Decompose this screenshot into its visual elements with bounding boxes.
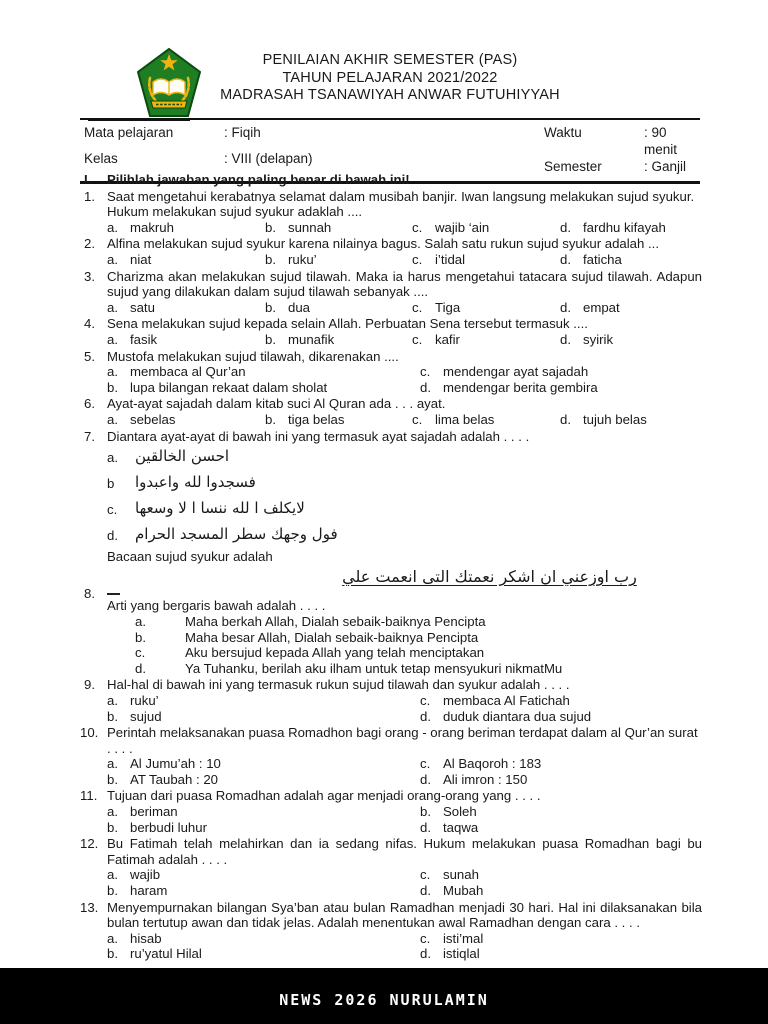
question-text: Charizma akan melakukan sujud tilawah. Maka ia harus mengetahui tatacara sujud tilawah. Adapun sujud yang dilakukan dalam sujud tilawah sebanyak .... <box>107 268 702 300</box>
option-a <box>107 220 265 236</box>
option-label: a. <box>107 364 118 380</box>
question-text: Menyempurnakan bilangan Sya’ban atau bulan Ramadhan menjadi 30 hari. Hal ini dilaksanakan bila bulan tertutup awan dan tidak jelas. Adalah menentukan awal Ramadhan dengan cara . . . . <box>107 899 702 931</box>
answer-options <box>107 332 702 348</box>
option-d <box>420 709 702 725</box>
option-text: AT Taubah : 20 <box>130 771 218 787</box>
question-number: 4. <box>84 316 95 332</box>
option-text: Maha berkah Allah, Dialah sebaik-baiknya Pencipta <box>185 613 486 629</box>
option-text: fasik <box>130 331 158 347</box>
option-d <box>420 946 702 962</box>
option-text: Mubah <box>443 883 484 899</box>
option-label: c. <box>135 645 146 661</box>
option-text: satu <box>130 299 155 315</box>
option-label: d. <box>420 946 431 962</box>
underline-remnant-mark <box>107 593 120 595</box>
question-number: 13. <box>80 899 99 915</box>
option-label: d. <box>420 771 431 787</box>
option-text: membaca al Qur’an <box>130 364 246 380</box>
subject-value: : Fiqih <box>224 125 261 140</box>
option-a <box>107 693 420 709</box>
section-numeral: I. <box>84 172 92 187</box>
question-number: 3. <box>84 268 95 284</box>
option-label: a. <box>107 930 118 946</box>
answer-options <box>107 931 702 962</box>
option-label: a. <box>135 613 146 629</box>
option-label: c. <box>412 331 423 347</box>
question-body <box>107 269 702 316</box>
question-text: Ayat-ayat sajadah dalam kitab suci Al Quran ada . . . ayat. <box>107 396 446 412</box>
semester-label: Semester <box>544 159 602 174</box>
option-text: mendengar berita gembira <box>443 379 598 395</box>
option-d <box>560 412 702 428</box>
option-label: b. <box>107 379 118 395</box>
option-b <box>265 412 412 428</box>
option-b <box>107 772 420 788</box>
exam-title-line3: MADRASAH TSANAWIYAH ANWAR FUTUHIYYAH <box>220 87 560 103</box>
question-body <box>107 900 702 962</box>
option-b <box>107 820 420 836</box>
option-text: syirik <box>583 331 614 347</box>
option-text: Ya Tuhanku, berilah aku ilham untuk tetap mensyukuri nikmatMu <box>185 660 563 676</box>
option-text: munafik <box>288 331 335 347</box>
option-d <box>560 300 702 316</box>
option-label: d. <box>135 660 146 676</box>
option-text: tujuh belas <box>583 411 647 427</box>
option-label: b. <box>135 629 146 645</box>
option-d <box>107 661 702 677</box>
section-instruction: Pilihlah jawaban yang paling benar di bawah ini! <box>107 172 410 187</box>
footer-watermark-text: NEWS 2026 NURULAMIN <box>279 991 489 1009</box>
question-body <box>107 725 702 787</box>
option-b <box>107 630 702 646</box>
option-text: dua <box>288 299 311 315</box>
option-c <box>412 252 560 268</box>
option-label: d. <box>420 883 431 899</box>
option-label: a. <box>107 299 118 315</box>
option-label: c. <box>107 502 118 518</box>
question-text: Tujuan dari puasa Romadhan adalah agar menjadi orang-orang yang . . . . <box>107 788 541 804</box>
option-b <box>265 252 412 268</box>
question-body <box>107 788 702 835</box>
option-text: istiqlal <box>443 946 480 962</box>
question-12 <box>80 836 702 898</box>
option-label: b. <box>107 883 118 899</box>
answer-options <box>107 614 702 676</box>
option-label: d. <box>107 528 118 544</box>
question-number: 12. <box>80 836 99 852</box>
option-text: isti’mal <box>443 930 484 946</box>
option-c <box>107 496 702 522</box>
option-a <box>107 444 702 470</box>
option-text: membaca Al Fatichah <box>443 692 570 708</box>
option-c <box>420 931 702 947</box>
question-10 <box>80 725 702 787</box>
option-label: d. <box>560 299 571 315</box>
question-body <box>107 429 702 586</box>
option-b <box>265 300 412 316</box>
answer-options <box>107 300 702 316</box>
option-label: b. <box>107 946 118 962</box>
question-text: Sena melakukan sujud kepada selain Allah. Perbuatan Sena tersebut termasuk .... <box>107 316 588 332</box>
option-text: Maha besar Allah, Dialah sebaik-baiknya Pencipta <box>185 629 479 645</box>
question-number: 10. <box>80 725 99 741</box>
option-label: b. <box>107 708 118 724</box>
question-text: Bu Fatimah telah melahirkan dan ia sedang nifas. Hukum melakukan puasa Romadhan bagi bu Fatimah adalah . . . . <box>107 836 702 867</box>
option-text: Soleh <box>443 804 477 820</box>
question-number: 9. <box>84 677 95 693</box>
option-a <box>107 614 702 630</box>
option-d <box>420 772 702 788</box>
option-label: d. <box>560 219 571 235</box>
option-label: b. <box>265 331 276 347</box>
option-label: c. <box>412 251 423 267</box>
option-text: Ali imron : 150 <box>443 771 528 787</box>
answer-options <box>107 867 702 898</box>
exam-title-block <box>90 52 690 105</box>
answer-options <box>107 412 702 428</box>
option-text: faticha <box>583 251 622 267</box>
option-text: Aku bersujud kepada Allah yang telah menciptakan <box>185 645 485 661</box>
option-text: ruku’ <box>288 251 317 267</box>
question-number: 7. <box>84 428 95 444</box>
exam-title-line1: PENILAIAN AKHIR SEMESTER (PAS) <box>262 52 518 68</box>
option-text: lima belas <box>435 411 495 427</box>
time-value: : 90 menit <box>644 125 678 157</box>
option-label: b. <box>107 819 118 835</box>
option-c <box>412 332 560 348</box>
option-label: b. <box>265 251 276 267</box>
answer-options <box>107 804 702 835</box>
option-a <box>107 364 420 380</box>
option-d <box>420 820 702 836</box>
question-6 <box>80 396 702 427</box>
answer-options <box>107 756 702 787</box>
option-c <box>420 693 702 709</box>
option-arabic-text: لايكلف ا لله ننسا ا لا وسعها <box>135 499 305 518</box>
option-label: a. <box>107 331 118 347</box>
question-text: Perintah melaksanakan puasa Romadhon bagi orang - orang beriman terdapat dalam al Qur’an surat . . . . <box>107 725 698 756</box>
option-label: d. <box>420 819 431 835</box>
option-arabic-text: فول وجهك سطر المسجد الحرام <box>135 525 338 544</box>
question-7 <box>80 429 702 586</box>
option-label: c. <box>412 411 423 427</box>
option-c <box>107 645 702 661</box>
option-label: d. <box>560 331 571 347</box>
option-text: ruku’ <box>130 692 159 708</box>
question-5 <box>80 349 702 396</box>
question-body <box>107 396 702 427</box>
option-label: d. <box>560 411 571 427</box>
question-body <box>107 349 702 396</box>
option-b <box>107 709 420 725</box>
question-number: 11. <box>80 788 98 804</box>
option-label: a. <box>107 692 118 708</box>
option-label: c. <box>420 756 431 772</box>
answer-options <box>107 444 702 548</box>
option-c <box>420 756 702 772</box>
semester-value: : Ganjil <box>644 159 687 174</box>
option-label: b. <box>265 299 276 315</box>
option-text: i’tidal <box>435 251 466 267</box>
option-c <box>412 412 560 428</box>
question-8 <box>80 586 702 676</box>
option-d <box>560 332 702 348</box>
option-b <box>265 220 412 236</box>
option-label: b. <box>420 804 431 820</box>
option-label: c. <box>420 930 431 946</box>
question-body <box>107 586 702 676</box>
footer-watermark-bar <box>0 968 768 1024</box>
question-number: 6. <box>84 396 95 412</box>
question-number: 2. <box>84 236 95 252</box>
option-label: c. <box>420 867 431 883</box>
option-label: b. <box>107 771 118 787</box>
option-text: lupa bilangan rekaat dalam sholat <box>130 379 328 395</box>
option-text: Tiga <box>435 299 461 315</box>
exam-body <box>80 172 702 963</box>
option-text: wajib <box>130 867 161 883</box>
option-text: sunah <box>443 867 479 883</box>
question-9 <box>80 677 702 724</box>
option-text: hisab <box>130 930 162 946</box>
option-text: empat <box>583 299 620 315</box>
question-11 <box>80 788 702 835</box>
option-label: c. <box>412 299 423 315</box>
question-4 <box>80 316 702 347</box>
option-a <box>107 867 420 883</box>
question-body <box>107 316 702 347</box>
section-heading <box>80 172 702 188</box>
option-label: a. <box>107 251 118 267</box>
question-body <box>107 236 702 267</box>
option-text: sebelas <box>130 411 176 427</box>
option-label: d. <box>560 251 571 267</box>
option-text: berbudi luhur <box>130 819 207 835</box>
option-text: wajib ‘ain <box>435 219 490 235</box>
question-text: Arti yang bergaris bawah adalah . . . . <box>107 598 326 614</box>
question-text: Alfina melakukan sujud syukur karena nilainya bagus. Salah satu rukun sujud syukur adalah ... <box>107 236 660 252</box>
option-b <box>107 883 420 899</box>
option-text: makruh <box>130 219 174 235</box>
option-d <box>420 883 702 899</box>
option-label: c. <box>420 364 431 380</box>
option-d <box>560 252 702 268</box>
option-label: b. <box>265 411 276 427</box>
question-note: Bacaan sujud syukur adalah <box>107 549 273 565</box>
option-arabic-text: احسن الخالقين <box>135 447 230 466</box>
option-label: c. <box>420 692 431 708</box>
option-b <box>265 332 412 348</box>
answer-options <box>107 693 702 724</box>
option-text: sunnah <box>288 219 332 235</box>
option-text: duduk diantara dua sujud <box>443 708 592 724</box>
question-text: Diantara ayat-ayat di bawah ini yang termasuk ayat sajadah adalah . . . . <box>107 428 530 444</box>
question-number: 1. <box>84 188 95 204</box>
answer-options <box>107 220 702 236</box>
option-a <box>107 252 265 268</box>
underlined-arabic-recitation <box>107 566 702 586</box>
option-text: taqwa <box>443 819 479 835</box>
option-a <box>107 412 265 428</box>
question-body <box>107 189 702 236</box>
option-label: d. <box>420 708 431 724</box>
question-text: Saat mengetahui kerabatnya selamat dalam musibah banjir. Iwan langsung melakukan sujud syukur. Hukum melakukan sujud syukur adaklah .... <box>107 188 695 220</box>
answer-options <box>107 364 702 395</box>
arabic-recitation-text: رب اوزعني ان اشكر نعمتك التى انعمت علي <box>342 566 637 586</box>
option-a <box>107 332 265 348</box>
exam-title-line2: TAHUN PELAJARAN 2021/2022 <box>282 69 498 86</box>
question-text: Mustofa melakukan sujud tilawah, dikarenakan .... <box>107 348 399 364</box>
option-d <box>560 220 702 236</box>
option-a <box>107 300 265 316</box>
option-label: a. <box>107 804 118 820</box>
answer-options <box>107 252 702 268</box>
exam-header <box>0 46 768 118</box>
option-label: c. <box>412 219 423 235</box>
option-b <box>107 380 420 396</box>
option-a <box>107 756 420 772</box>
question-1 <box>80 189 702 236</box>
class-label: Kelas <box>84 150 118 166</box>
question-number: 8. <box>84 586 95 602</box>
option-label: d. <box>420 379 431 395</box>
question-text: Hal-hal di bawah ini yang termasuk rukun sujud tilawah dan syukur adalah . . . . <box>107 677 570 693</box>
option-label: b <box>107 476 115 492</box>
option-text: fardhu kifayah <box>583 219 666 235</box>
option-c <box>420 867 702 883</box>
option-text: Al Jumu’ah : 10 <box>130 756 221 772</box>
option-text: tiga belas <box>288 411 345 427</box>
option-d <box>420 380 702 396</box>
class-value: : VIII (delapan) <box>224 150 313 166</box>
option-b <box>107 470 702 496</box>
option-label: a. <box>107 867 118 883</box>
option-text: sujud <box>130 708 162 724</box>
option-label: a. <box>107 450 118 466</box>
option-c <box>412 220 560 236</box>
question-13 <box>80 900 702 962</box>
option-text: niat <box>130 251 152 267</box>
option-a <box>107 931 420 947</box>
option-b <box>107 946 420 962</box>
option-a <box>107 804 420 820</box>
question-2 <box>80 236 702 267</box>
option-text: mendengar ayat sajadah <box>443 364 589 380</box>
question-body <box>107 836 702 898</box>
questions-list <box>80 189 702 962</box>
option-b <box>420 804 702 820</box>
option-d <box>107 522 702 548</box>
option-label: a. <box>107 411 118 427</box>
time-label: Waktu <box>544 125 582 140</box>
option-text: ru’yatul Hilal <box>130 946 202 962</box>
option-c <box>412 300 560 316</box>
option-text: haram <box>130 883 168 899</box>
option-label: b. <box>265 219 276 235</box>
table-top-cap-rule <box>88 118 190 121</box>
option-arabic-text: فسجدوا لله واعبدوا <box>135 473 256 492</box>
question-number: 5. <box>84 348 95 364</box>
option-label: a. <box>107 756 118 772</box>
option-text: beriman <box>130 804 178 820</box>
question-body <box>107 677 702 724</box>
question-3 <box>80 269 702 316</box>
option-text: Al Baqoroh : 183 <box>443 756 542 772</box>
subject-label: Mata pelajaran <box>84 125 174 140</box>
option-label: a. <box>107 219 118 235</box>
option-text: kafir <box>435 331 460 347</box>
option-c <box>420 364 702 380</box>
